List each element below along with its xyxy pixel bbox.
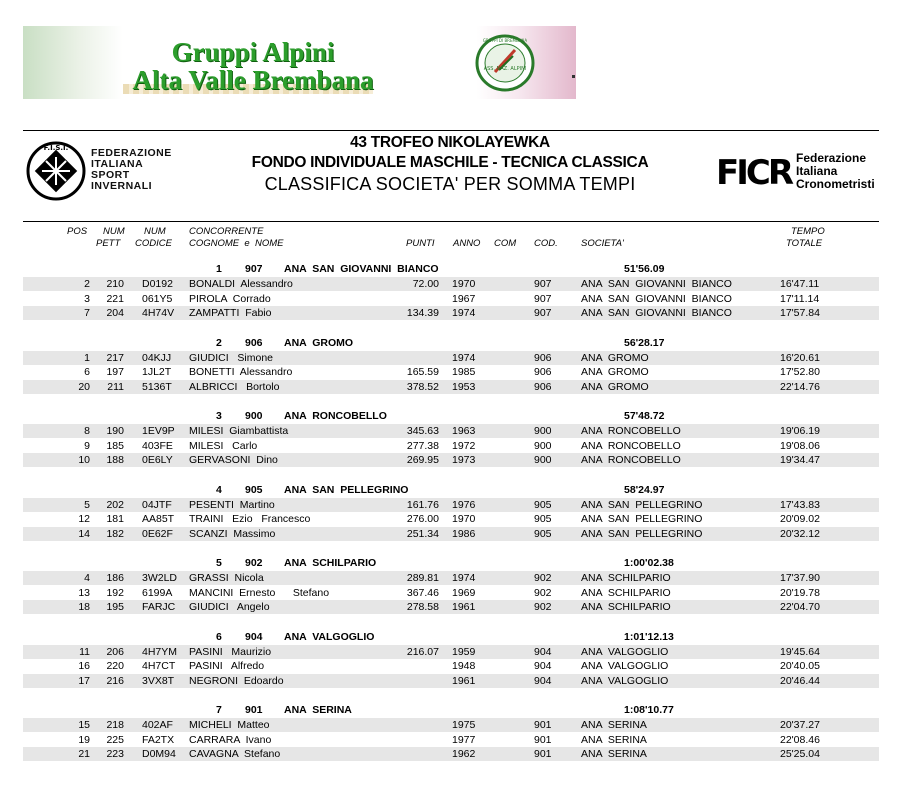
cell-pett: 210 bbox=[106, 278, 124, 290]
cell-tempo: 20'40.05 bbox=[780, 660, 820, 673]
ficr-line-1: Federazione bbox=[796, 151, 867, 165]
alpini-logo bbox=[475, 34, 535, 92]
cell-cod: 906 bbox=[534, 380, 552, 393]
cell-anno: 1972 bbox=[452, 439, 476, 452]
cell-anno: 1974 bbox=[452, 572, 476, 584]
cell-codice: FA2TX bbox=[142, 733, 175, 746]
cell-pos: 17 bbox=[78, 674, 90, 687]
cell-cod: 906 bbox=[534, 366, 552, 379]
cell-pos: 21 bbox=[78, 748, 90, 761]
cell-tempo: 20'19.78 bbox=[780, 586, 820, 599]
cell-punti: 277.38 bbox=[406, 439, 439, 452]
cell-anno: 1970 bbox=[452, 278, 476, 290]
cell-pett: 211 bbox=[107, 380, 124, 393]
cell-tempo: 19'06.19 bbox=[780, 425, 820, 437]
banner-line-1: Gruppi Alpini bbox=[171, 37, 335, 67]
group-name: ANA SAN PELLEGRINO bbox=[284, 483, 409, 496]
group-total: 51'56.09 bbox=[624, 263, 665, 275]
header-anno: ANNO bbox=[453, 238, 481, 249]
cell-pett: 218 bbox=[106, 719, 124, 731]
header-tempo: TEMPO bbox=[791, 226, 825, 237]
cell-societa: ANA RONCOBELLO bbox=[581, 439, 681, 452]
cell-pos: 4 bbox=[84, 572, 90, 584]
header-cod: COD. bbox=[534, 238, 558, 249]
fisi-line-4: INVERNALI bbox=[91, 180, 153, 192]
cell-nome: ALBRICCI Bortolo bbox=[189, 380, 280, 393]
cell-punti: 378.52 bbox=[406, 380, 439, 393]
fisi-name bbox=[91, 148, 172, 192]
cell-tempo: 22'08.46 bbox=[780, 733, 820, 746]
cell-tempo: 22'04.70 bbox=[780, 601, 820, 614]
cell-anno: 1963 bbox=[452, 425, 476, 437]
ficr-line-2: Italiana bbox=[796, 164, 838, 178]
cell-nome: NEGRONI Edoardo bbox=[189, 674, 284, 687]
cell-cod: 905 bbox=[534, 498, 552, 511]
group-rank: 2 bbox=[216, 336, 222, 349]
svg-text:ASS. NAZ. ALPINI: ASS. NAZ. ALPINI bbox=[483, 66, 527, 72]
cell-societa: ANA GROMO bbox=[581, 351, 649, 364]
fisi-line-2: ITALIANA bbox=[91, 158, 144, 170]
group-total: 1:00'02.38 bbox=[624, 557, 674, 569]
cell-pett: 216 bbox=[106, 674, 124, 687]
cell-cod: 907 bbox=[534, 292, 552, 305]
dot bbox=[572, 75, 575, 78]
cell-codice: AA85T bbox=[142, 513, 175, 526]
cell-punti: 72.00 bbox=[412, 278, 439, 290]
cell-codice: 402AF bbox=[142, 719, 173, 731]
cell-nome: MILESI Carlo bbox=[189, 439, 258, 452]
cell-pett: 225 bbox=[106, 733, 124, 746]
cell-pett: 192 bbox=[106, 586, 124, 599]
cell-anno: 1959 bbox=[452, 645, 476, 658]
cell-punti: 367.46 bbox=[406, 586, 439, 599]
cell-societa: ANA SERINA bbox=[581, 719, 647, 731]
cell-punti: 278.58 bbox=[406, 601, 439, 614]
cell-tempo: 17'43.83 bbox=[780, 498, 820, 511]
cell-pos: 16 bbox=[78, 660, 90, 673]
cell-punti: 289.81 bbox=[406, 572, 439, 584]
cell-pett: 181 bbox=[106, 513, 124, 526]
cell-tempo: 16'47.11 bbox=[780, 278, 820, 290]
cell-anno: 1977 bbox=[452, 733, 476, 746]
cell-anno: 1961 bbox=[452, 601, 476, 614]
cell-tempo: 22'14.76 bbox=[780, 380, 820, 393]
cell-pett: 182 bbox=[106, 527, 124, 540]
cell-pett: 190 bbox=[106, 425, 124, 437]
event-title: 43 TROFEO NIKOLAYEWKA bbox=[350, 134, 550, 151]
cell-cod: 905 bbox=[534, 527, 552, 540]
cell-pett: 185 bbox=[106, 439, 124, 452]
cell-cod: 907 bbox=[534, 278, 552, 290]
cell-tempo: 17'11.14 bbox=[780, 292, 820, 305]
cell-societa: ANA VALGOGLIO bbox=[581, 645, 669, 658]
fisi-line-3: SPORT bbox=[91, 169, 130, 181]
group-rank: 6 bbox=[216, 630, 222, 643]
cell-pos: 11 bbox=[79, 645, 90, 658]
cell-cod: 902 bbox=[534, 572, 552, 584]
cell-cod: 906 bbox=[534, 351, 552, 364]
cell-cod: 902 bbox=[534, 586, 552, 599]
group-total: 1:08'10.77 bbox=[624, 704, 674, 716]
cell-nome: MANCINI Ernesto Stefano bbox=[189, 586, 330, 599]
header-codice: CODICE bbox=[135, 238, 172, 249]
cell-tempo: 16'20.61 bbox=[780, 351, 820, 364]
cell-societa: ANA GROMO bbox=[581, 366, 649, 379]
cell-societa: ANA VALGOGLIO bbox=[581, 660, 669, 673]
cell-codice: 3W2LD bbox=[142, 572, 178, 584]
cell-codice: 6199A bbox=[142, 586, 173, 599]
group-name: ANA VALGOGLIO bbox=[284, 630, 375, 643]
ficr-line-3: Cronometristi bbox=[796, 177, 875, 191]
cell-nome: GRASSI Nicola bbox=[189, 572, 264, 584]
cell-tempo: 17'52.80 bbox=[780, 366, 820, 379]
cell-tempo: 17'57.84 bbox=[780, 307, 820, 320]
cell-societa: ANA SERINA bbox=[581, 748, 647, 761]
cell-pos: 14 bbox=[78, 527, 90, 540]
cell-pett: 223 bbox=[106, 748, 124, 761]
cell-codice: 1JL2T bbox=[142, 366, 172, 379]
cell-codice: 0E6LY bbox=[142, 454, 173, 467]
header-punti: PUNTI bbox=[406, 238, 435, 249]
cell-pos: 10 bbox=[78, 454, 90, 467]
group-code: 904 bbox=[245, 630, 263, 643]
group-name: ANA GROMO bbox=[284, 336, 354, 349]
cell-nome: ZAMPATTI Fabio bbox=[189, 307, 272, 320]
ranking-title: CLASSIFICA SOCIETA' PER SOMMA TEMPI bbox=[264, 174, 636, 194]
cell-cod: 902 bbox=[534, 601, 552, 614]
header-totale: TOTALE bbox=[786, 238, 823, 249]
group-code: 902 bbox=[245, 557, 263, 569]
cell-pos: 19 bbox=[78, 733, 90, 746]
cell-nome: MILESI Giambattista bbox=[189, 425, 289, 437]
cell-tempo: 20'46.44 bbox=[780, 674, 820, 687]
cell-punti: 216.07 bbox=[406, 645, 439, 658]
ficr-emblem-icon bbox=[716, 146, 794, 192]
cell-societa: ANA SAN GIOVANNI BIANCO bbox=[581, 307, 732, 320]
ficr-name bbox=[796, 152, 875, 191]
cell-pos: 2 bbox=[84, 278, 90, 290]
cell-codice: 4H74V bbox=[142, 307, 175, 320]
cell-punti: 161.76 bbox=[406, 498, 439, 511]
cell-pett: 188 bbox=[106, 454, 124, 467]
cell-nome: PASINI Alfredo bbox=[189, 660, 265, 673]
cell-societa: ANA RONCOBELLO bbox=[581, 454, 681, 467]
cell-codice: 3VX8T bbox=[142, 674, 175, 687]
group-total: 57'48.72 bbox=[624, 410, 665, 422]
cell-anno: 1976 bbox=[452, 498, 476, 511]
cell-pett: 204 bbox=[106, 307, 124, 320]
cell-anno: 1985 bbox=[452, 366, 476, 379]
cell-societa: ANA RONCOBELLO bbox=[581, 425, 681, 437]
group-name: ANA SCHILPARIO bbox=[284, 557, 377, 569]
svg-text:F.I.S.I.: F.I.S.I. bbox=[43, 144, 69, 152]
header-rule bbox=[23, 221, 879, 222]
cell-anno: 1953 bbox=[452, 380, 476, 393]
cell-cod: 900 bbox=[534, 425, 552, 437]
cell-tempo: 20'32.12 bbox=[780, 527, 820, 540]
cell-nome: SCANZI Massimo bbox=[189, 527, 276, 540]
group-total: 58'24.97 bbox=[624, 483, 665, 496]
group-total: 1:01'12.13 bbox=[624, 630, 674, 643]
cell-nome: MICHELI Matteo bbox=[189, 719, 270, 731]
banner bbox=[23, 26, 576, 99]
cell-cod: 901 bbox=[534, 733, 552, 746]
cell-societa: ANA GROMO bbox=[581, 380, 649, 393]
cell-codice: 04JTF bbox=[142, 498, 172, 511]
cell-cod: 905 bbox=[534, 513, 552, 526]
group-rank: 3 bbox=[216, 410, 222, 422]
header-societa: SOCIETA' bbox=[581, 238, 624, 249]
cell-cod: 900 bbox=[534, 439, 552, 452]
cell-punti: 276.00 bbox=[406, 513, 439, 526]
cell-nome: PESENTI Martino bbox=[189, 498, 275, 511]
cell-pos: 13 bbox=[78, 586, 90, 599]
cell-codice: FARJC bbox=[142, 601, 176, 614]
group-name: ANA RONCOBELLO bbox=[284, 410, 387, 422]
cell-pos: 18 bbox=[78, 601, 90, 614]
cell-anno: 1970 bbox=[452, 513, 476, 526]
cell-codice: D0M94 bbox=[142, 748, 176, 761]
cell-pos: 1 bbox=[84, 351, 90, 364]
cell-codice: 0E62F bbox=[142, 527, 173, 540]
cell-codice: D0192 bbox=[142, 278, 173, 290]
cell-anno: 1948 bbox=[452, 660, 476, 673]
group-code: 905 bbox=[245, 483, 263, 496]
group-name: ANA SAN GIOVANNI BIANCO bbox=[284, 263, 439, 275]
cell-tempo: 25'25.04 bbox=[780, 748, 820, 761]
fisi-emblem-icon bbox=[25, 140, 87, 202]
cell-cod: 904 bbox=[534, 674, 552, 687]
fisi-logo bbox=[25, 140, 195, 202]
cell-cod: 900 bbox=[534, 454, 552, 467]
cell-pos: 9 bbox=[84, 439, 90, 452]
cell-anno: 1986 bbox=[452, 527, 476, 540]
cell-pett: 195 bbox=[106, 601, 124, 614]
cell-pos: 6 bbox=[84, 366, 90, 379]
cell-codice: 04KJJ bbox=[142, 351, 172, 364]
header-cognome-nome: COGNOME e NOME bbox=[189, 238, 284, 249]
cell-anno: 1969 bbox=[452, 586, 476, 599]
header-num: NUM bbox=[103, 226, 125, 237]
cell-anno: 1962 bbox=[452, 748, 476, 761]
header-concorrente: CONCORRENTE bbox=[189, 226, 264, 237]
cell-societa: ANA SAN PELLEGRINO bbox=[581, 527, 703, 540]
cell-tempo: 19'08.06 bbox=[780, 439, 820, 452]
cell-codice: 4H7YM bbox=[142, 645, 178, 658]
cell-codice: 061Y5 bbox=[142, 292, 173, 305]
group-code: 907 bbox=[245, 263, 263, 275]
cell-societa: ANA SAN PELLEGRINO bbox=[581, 498, 703, 511]
cell-nome: CAVAGNA Stefano bbox=[189, 748, 281, 761]
group-code: 906 bbox=[245, 336, 263, 349]
group-rank: 7 bbox=[216, 704, 222, 716]
header-com: COM bbox=[494, 238, 517, 249]
cell-societa: ANA SAN GIOVANNI BIANCO bbox=[581, 278, 732, 290]
cell-punti: 251.34 bbox=[406, 527, 439, 540]
cell-pett: 220 bbox=[106, 660, 124, 673]
cell-nome: BONALDI Alessandro bbox=[189, 278, 293, 290]
cell-societa: ANA SCHILPARIO bbox=[581, 572, 671, 584]
group-total: 56'28.17 bbox=[624, 336, 665, 349]
cell-cod: 904 bbox=[534, 660, 552, 673]
banner-line-2: Alta Valle Brembana bbox=[132, 65, 374, 95]
cell-pett: 221 bbox=[106, 292, 124, 305]
group-name: ANA SERINA bbox=[284, 704, 352, 716]
cell-societa: ANA SCHILPARIO bbox=[581, 586, 671, 599]
cell-anno: 1961 bbox=[452, 674, 476, 687]
group-code: 900 bbox=[245, 410, 263, 422]
cell-pos: 20 bbox=[78, 380, 90, 393]
cell-tempo: 19'34.47 bbox=[780, 454, 820, 467]
cell-societa: ANA SAN GIOVANNI BIANCO bbox=[581, 292, 732, 305]
svg-text:FICR: FICR bbox=[716, 153, 792, 192]
cell-codice: 403FE bbox=[142, 439, 173, 452]
cell-societa: ANA SERINA bbox=[581, 733, 647, 746]
cell-codice: 1EV9P bbox=[142, 425, 175, 437]
cell-nome: GIUDICI Angelo bbox=[189, 601, 270, 614]
group-rank: 1 bbox=[216, 263, 222, 275]
cell-pos: 5 bbox=[84, 498, 90, 511]
group-code: 901 bbox=[245, 704, 263, 716]
header-pos: POS bbox=[67, 226, 88, 237]
cell-pett: 186 bbox=[106, 572, 124, 584]
cell-anno: 1975 bbox=[452, 719, 476, 731]
banner-title bbox=[63, 38, 443, 94]
cell-pett: 202 bbox=[106, 498, 124, 511]
header-pett: PETT bbox=[96, 238, 121, 249]
cell-codice: 5136T bbox=[142, 380, 172, 393]
cell-pos: 15 bbox=[78, 719, 90, 731]
cell-cod: 907 bbox=[534, 307, 552, 320]
cell-pett: 197 bbox=[106, 366, 124, 379]
fisi-line-1: FEDERAZIONE bbox=[91, 147, 172, 159]
cell-cod: 901 bbox=[534, 719, 552, 731]
header-num-2: NUM bbox=[144, 226, 166, 237]
cell-tempo: 17'37.90 bbox=[780, 572, 820, 584]
cell-tempo: 20'09.02 bbox=[780, 513, 820, 526]
cell-punti: 269.95 bbox=[406, 454, 439, 467]
cell-codice: 4H7CT bbox=[142, 660, 176, 673]
cell-anno: 1974 bbox=[452, 307, 476, 320]
cell-pos: 3 bbox=[84, 292, 90, 305]
cell-nome: TRAINI Ezio Francesco bbox=[189, 513, 311, 526]
group-rank: 4 bbox=[216, 483, 222, 496]
cell-nome: CARRARA Ivano bbox=[189, 733, 272, 746]
group-rank: 5 bbox=[216, 557, 222, 569]
cell-nome: PIROLA Corrado bbox=[189, 292, 271, 305]
cell-anno: 1974 bbox=[452, 351, 476, 364]
cell-nome: PASINI Maurizio bbox=[189, 645, 272, 658]
cell-tempo: 20'37.27 bbox=[780, 719, 820, 731]
cell-pett: 217 bbox=[106, 351, 124, 364]
cell-punti: 165.59 bbox=[406, 366, 439, 379]
cell-pett: 206 bbox=[106, 645, 124, 658]
cell-anno: 1973 bbox=[452, 454, 476, 467]
race-title: FONDO INDIVIDUALE MASCHILE - TECNICA CLASSICA bbox=[251, 154, 649, 171]
cell-nome: BONETTI Alessandro bbox=[189, 366, 293, 379]
cell-pos: 12 bbox=[78, 513, 90, 526]
cell-punti: 134.39 bbox=[406, 307, 439, 320]
cell-societa: ANA VALGOGLIO bbox=[581, 674, 669, 687]
cell-punti: 345.63 bbox=[406, 425, 439, 437]
cell-pos: 7 bbox=[84, 307, 90, 320]
cell-societa: ANA SAN PELLEGRINO bbox=[581, 513, 703, 526]
cell-pos: 8 bbox=[84, 425, 90, 437]
svg-text:GRUPPI DI BREMBANA: GRUPPI DI BREMBANA bbox=[482, 38, 528, 43]
cell-nome: GERVASONI Dino bbox=[189, 454, 278, 467]
cell-societa: ANA SCHILPARIO bbox=[581, 601, 671, 614]
cell-cod: 904 bbox=[534, 645, 552, 658]
cell-nome: GIUDICI Simone bbox=[189, 351, 274, 364]
cell-anno: 1967 bbox=[452, 292, 476, 305]
cell-tempo: 19'45.64 bbox=[780, 645, 820, 658]
cell-cod: 901 bbox=[534, 748, 552, 761]
ficr-logo bbox=[716, 146, 886, 192]
top-rule bbox=[23, 130, 879, 131]
